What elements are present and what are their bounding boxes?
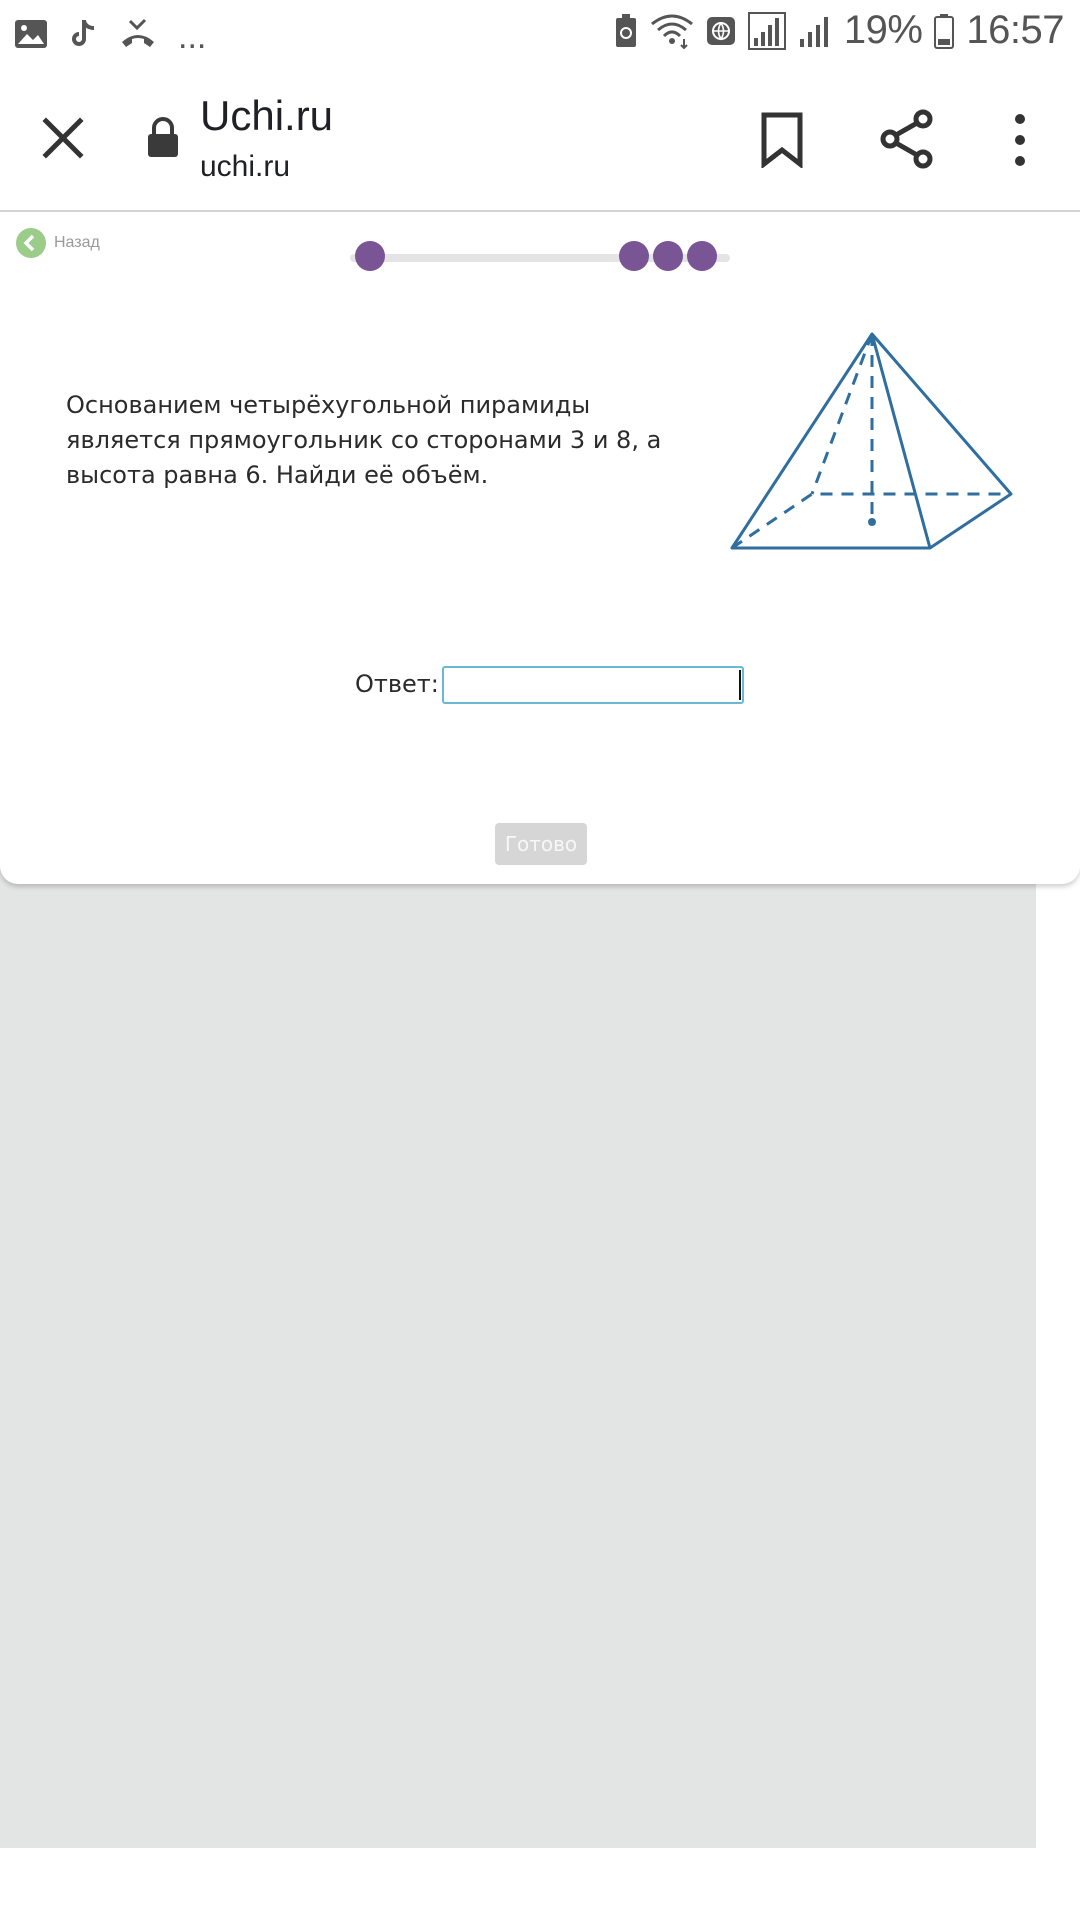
signal-icon bbox=[798, 13, 832, 49]
clock: 16:57 bbox=[966, 8, 1064, 52]
pyramid-diagram bbox=[726, 316, 1016, 556]
status-right-icons bbox=[614, 8, 1064, 53]
page-url[interactable]: uchi.ru bbox=[200, 150, 291, 183]
back-link[interactable] bbox=[16, 228, 100, 258]
battery-icon bbox=[934, 13, 954, 49]
page-title[interactable]: Uchi.ru bbox=[200, 92, 334, 139]
vpn-globe-icon bbox=[706, 16, 736, 46]
task-card bbox=[0, 212, 1080, 884]
progress-dot bbox=[355, 241, 385, 271]
signal-icon bbox=[748, 12, 786, 50]
status-bar bbox=[0, 0, 1080, 64]
progress-track bbox=[350, 254, 730, 262]
answer-input[interactable] bbox=[442, 666, 744, 704]
task-statement: Основанием четырёхугольной пирамиды является прямоугольник со сторонами 3 и 8, а высота равна 6. Найди её объём. bbox=[66, 391, 662, 489]
missed-call-icon bbox=[120, 18, 156, 50]
progress-dot bbox=[653, 241, 683, 271]
overflow-indicator: ... bbox=[178, 18, 207, 56]
tiktok-icon bbox=[70, 18, 98, 50]
chevron-left-icon[interactable] bbox=[16, 228, 46, 258]
progress-dot bbox=[687, 241, 717, 271]
status-left-icons bbox=[14, 14, 207, 56]
browser-toolbar bbox=[0, 64, 1080, 212]
wifi-icon bbox=[650, 13, 694, 49]
bookmark-icon[interactable] bbox=[760, 112, 804, 168]
share-icon[interactable] bbox=[878, 108, 936, 170]
text-caret bbox=[739, 670, 741, 700]
more-vert-icon[interactable] bbox=[1006, 112, 1034, 168]
close-icon[interactable] bbox=[38, 113, 88, 163]
back-label[interactable]: Назад bbox=[54, 234, 100, 251]
answer-label: Ответ: bbox=[355, 670, 439, 698]
gallery-icon bbox=[14, 19, 48, 49]
battery-saver-icon bbox=[614, 13, 638, 49]
progress-dot bbox=[619, 241, 649, 271]
battery-percent: 19% bbox=[843, 8, 923, 52]
lock-icon[interactable] bbox=[146, 116, 180, 158]
done-button[interactable]: Готово bbox=[495, 823, 587, 865]
